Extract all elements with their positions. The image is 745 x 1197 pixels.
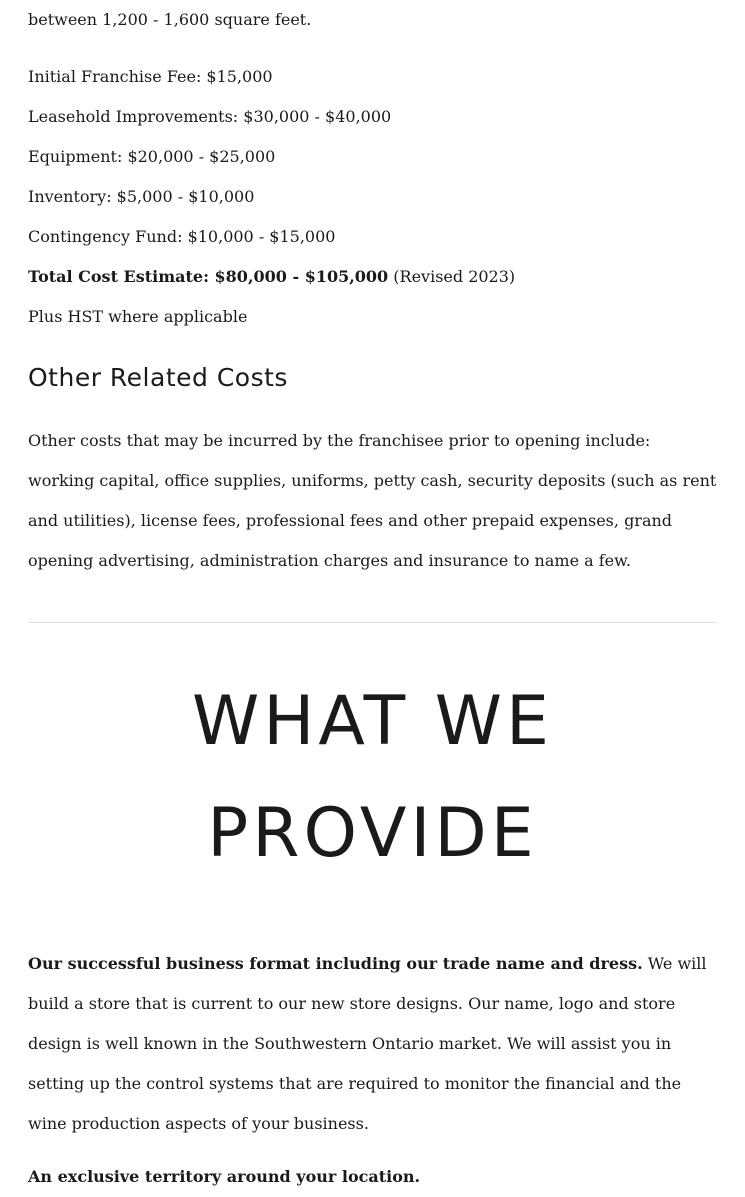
total-cost-estimate	[28, 257, 515, 297]
cost-item-franchise-fee: Initial Franchise Fee: $15,000	[28, 67, 273, 86]
other-costs-heading: Other Related Costs	[28, 363, 288, 392]
territory-paragraph	[28, 1157, 718, 1197]
section-divider	[28, 622, 717, 623]
other-costs-paragraph: Other costs that may be incurred by the franchisee prior to opening include: working capital, office supplies, uniforms, petty cash, security deposits (such as rent and utilities), license fees, professional fees and other prepaid expenses, grand opening advertising, administration charges and insurance to name a few.	[28, 431, 717, 570]
total-cost-revised: (Revised 2023)	[388, 267, 516, 286]
cost-item-equipment: Equipment: $20,000 - $25,000	[28, 147, 276, 166]
cost-item-inventory: Inventory: $5,000 - $10,000	[28, 187, 255, 206]
cost-item-leasehold: Leasehold Improvements: $30,000 - $40,000	[28, 107, 392, 126]
cost-item-contingency: Contingency Fund: $10,000 - $15,000	[28, 227, 336, 246]
cost-list	[28, 57, 515, 337]
heading-line-2: PROVIDE	[207, 794, 538, 873]
heading-line-1: WHAT WE	[192, 682, 553, 761]
business-format-body: We will build a store that is current to our new store designs. Our name, logo and store design is well known in the Southwestern Ontario market. We will assist you in setting up the control systems that are required to monitor the financial and the wine production aspects of your business.	[28, 954, 707, 1133]
what-we-provide-heading	[28, 666, 717, 890]
intro-text: between 1,200 - 1,600 square feet.	[28, 10, 312, 29]
business-format-paragraph	[28, 944, 718, 1144]
business-format-bold: Our successful business format including our trade name and dress.	[28, 954, 643, 973]
tax-note: Plus HST where applicable	[28, 307, 248, 326]
total-cost-bold: Total Cost Estimate: $80,000 - $105,000	[28, 267, 389, 286]
territory-bold: An exclusive territory around your location.	[28, 1167, 421, 1186]
